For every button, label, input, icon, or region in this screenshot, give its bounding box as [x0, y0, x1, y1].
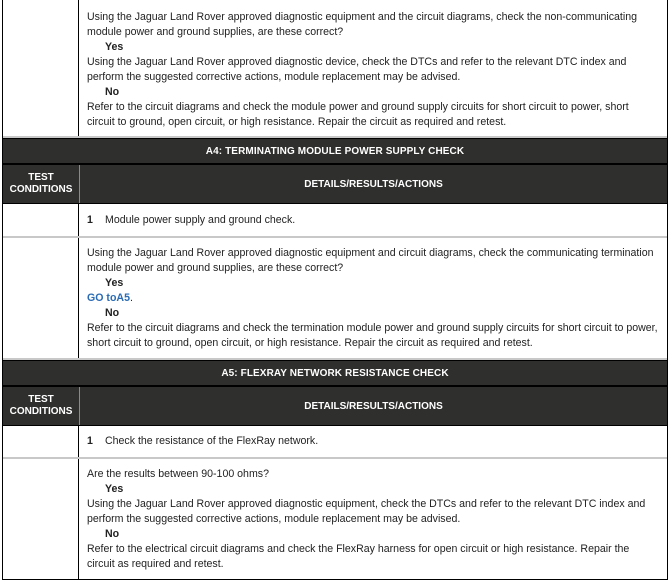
- step-number: 1: [87, 213, 93, 226]
- goto-a5-link[interactable]: GO toA5: [87, 292, 130, 304]
- a3-result-row: [2, 0, 668, 136]
- yes-action: [87, 291, 659, 306]
- details-cell: [79, 0, 667, 136]
- details-cell: [79, 459, 667, 579]
- details-cell: [79, 238, 667, 358]
- yes-label: Yes: [105, 277, 124, 289]
- a4-step-row: [2, 204, 668, 236]
- no-label: No: [105, 307, 120, 319]
- step-text: Module power supply and ground check.: [105, 213, 296, 226]
- question-text: Are the results between 90-100 ohms?: [87, 468, 269, 480]
- step-cell: [79, 426, 667, 457]
- section-title-a5: A5: FLEXRAY NETWORK RESISTANCE CHECK: [2, 360, 668, 386]
- step-cell: [79, 204, 667, 236]
- step-number: 1: [87, 435, 93, 447]
- no-action-text: Refer to the circuit diagrams and check the module power and ground supply circuits for short circuit to power, short circuit to ground, open circuit, or high resistance. Repair the circuit as required and retest.: [87, 101, 629, 128]
- details-header: DETAILS/RESULTS/ACTIONS: [304, 178, 443, 190]
- question-text: Using the Jaguar Land Rover approved diagnostic equipment and circuit diagrams, check the communicating termination module power and ground supplies, are these correct?: [87, 247, 654, 274]
- no-label: No: [105, 86, 120, 98]
- test-conditions-cell: [3, 426, 79, 457]
- test-conditions-cell: [3, 0, 79, 136]
- no-action-text: Refer to the circuit diagrams and check the termination module power and ground supply circuits for short circuit to power, short circuit to ground, open circuit, or high resistance. Repair the circuit as required and retest.: [87, 322, 658, 349]
- test-conditions-header: TEST CONDITIONS: [3, 387, 80, 425]
- step-text: Check the resistance of the FlexRay network.: [105, 435, 319, 447]
- column-header-a4: [2, 164, 668, 204]
- a5-step-row: [2, 426, 668, 457]
- test-conditions-cell: [3, 204, 79, 236]
- no-label: No: [105, 528, 120, 540]
- test-conditions-cell: [3, 238, 79, 358]
- a5-result-row: [2, 459, 668, 580]
- link-suffix: .: [129, 292, 133, 304]
- test-conditions-header: TEST CONDITIONS: [3, 165, 80, 203]
- column-header-a5: [2, 386, 668, 426]
- yes-label: Yes: [105, 41, 124, 53]
- details-header: DETAILS/RESULTS/ACTIONS: [304, 400, 443, 412]
- yes-action-text: Using the Jaguar Land Rover approved diagnostic equipment, check the DTCs and refer to the relevant DTC index and perform the suggested corrective actions, module replacement may be advised.: [87, 498, 646, 525]
- yes-label: Yes: [105, 483, 124, 495]
- section-title-a4: A4: TERMINATING MODULE POWER SUPPLY CHECK: [2, 138, 668, 164]
- diagnostic-table: [2, 0, 668, 580]
- no-action-text: Refer to the electrical circuit diagrams and check the FlexRay harness for open circuit or high resistance. Repair the circuit as required and retest.: [87, 543, 630, 570]
- a4-result-row: [2, 238, 668, 358]
- yes-action-text: Using the Jaguar Land Rover approved diagnostic device, check the DTCs and refer to the relevant DTC index and perform the suggested corrective actions, module replacement may be advised.: [87, 56, 627, 83]
- test-conditions-cell: [3, 459, 79, 579]
- question-text: Using the Jaguar Land Rover approved diagnostic equipment and the circuit diagrams, check the non-communicating module power and ground supplies, are these correct?: [87, 11, 638, 38]
